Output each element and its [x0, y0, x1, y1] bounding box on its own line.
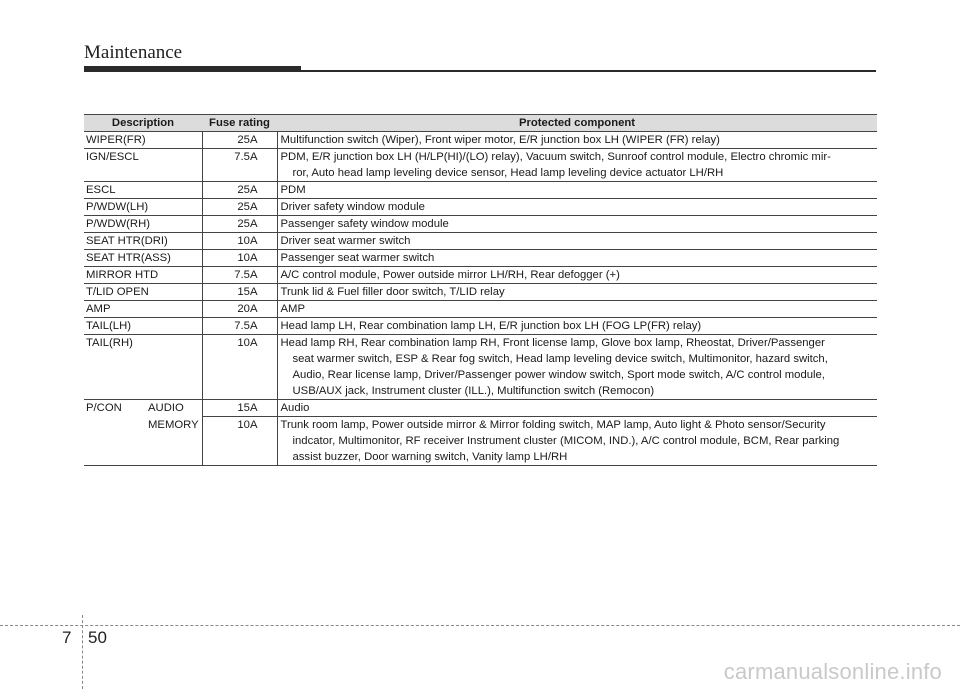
component-line: Audio, Rear license lamp, Driver/Passenger power window switch, Sport mode switch, A/C control module, — [292, 369, 825, 381]
table-row — [84, 250, 877, 267]
table-body — [84, 132, 877, 466]
fuse-description: TAIL(RH) — [84, 335, 202, 400]
fuse-rating: 20A — [202, 301, 277, 318]
fuse-description: AMP — [84, 301, 202, 318]
fuse-rating: 25A — [202, 132, 277, 149]
table-row — [84, 267, 877, 284]
protected-component — [277, 233, 877, 250]
fuse-description: TAIL(LH) — [84, 318, 202, 335]
component-line: Audio — [280, 402, 310, 414]
page-number: 50 — [88, 628, 107, 647]
chapter-number: 7 — [62, 628, 72, 647]
table-row — [84, 400, 877, 417]
fuse-table — [84, 114, 877, 466]
component-line: Trunk lid & Fuel filler door switch, T/LID relay — [280, 286, 505, 298]
fuse-description: WIPER(FR) — [84, 132, 202, 149]
table-row — [84, 132, 877, 149]
fuse-rating: 10A — [202, 335, 277, 400]
fuse-description — [84, 417, 202, 466]
component-line: Head lamp LH, Rear combination lamp LH, E/R junction box LH (FOG LP(FR) relay) — [280, 320, 702, 332]
column-header-protected-component: Protected component — [277, 115, 877, 132]
column-header-description: Description — [84, 115, 202, 132]
table-header-row — [84, 115, 877, 132]
header-rule-thin — [301, 70, 876, 72]
page-section-title: Maintenance — [84, 42, 183, 63]
watermark-text: carmanualsonline.info — [723, 659, 942, 684]
table-row — [84, 335, 877, 400]
table-row — [84, 233, 877, 250]
protected-component — [277, 284, 877, 301]
fuse-rating: 7.5A — [202, 318, 277, 335]
pcon-sub-audio: AUDIO — [148, 402, 184, 414]
fuse-rating: 25A — [202, 199, 277, 216]
table-row — [84, 199, 877, 216]
header-rule-thick — [84, 66, 301, 72]
component-line: Driver safety window module — [280, 201, 425, 213]
table-row — [84, 149, 877, 182]
component-line: assist buzzer, Door warning switch, Vanity lamp LH/RH — [292, 451, 568, 463]
table-row — [84, 301, 877, 318]
fuse-rating: 25A — [202, 182, 277, 199]
table-row — [84, 318, 877, 335]
component-line: seat warmer switch, ESP & Rear fog switch, Head lamp leveling device switch, Multimonitor, hazard switch, — [292, 353, 828, 365]
component-line: Trunk room lamp, Power outside mirror & Mirror folding switch, MAP lamp, Auto light & Photo sensor/Security — [280, 419, 826, 431]
protected-component — [277, 267, 877, 284]
table-row — [84, 284, 877, 301]
protected-component — [277, 199, 877, 216]
pcon-spacer — [86, 417, 144, 433]
protected-component — [277, 250, 877, 267]
pcon-label-group — [86, 417, 200, 433]
fuse-description: MIRROR HTD — [84, 267, 202, 284]
component-line: indcator, Multimonitor, RF receiver Instrument cluster (MICOM, IND.), A/C control module, BCM, Rear parking — [292, 435, 840, 447]
fuse-description: P/WDW(RH) — [84, 216, 202, 233]
table-row — [84, 182, 877, 199]
table-row — [84, 417, 877, 466]
protected-component — [277, 417, 877, 466]
fuse-description: ESCL — [84, 182, 202, 199]
fuse-rating: 10A — [202, 250, 277, 267]
component-line: Driver seat warmer switch — [280, 235, 411, 247]
protected-component — [277, 182, 877, 199]
fuse-rating: 15A — [202, 284, 277, 301]
component-line: Passenger seat warmer switch — [280, 252, 435, 264]
pcon-sub-memory: MEMORY — [148, 418, 199, 431]
fuse-rating: 25A — [202, 216, 277, 233]
fuse-description: P/WDW(LH) — [84, 199, 202, 216]
component-line: A/C control module, Power outside mirror LH/RH, Rear defogger (+) — [280, 269, 620, 281]
fuse-description — [84, 400, 202, 417]
pcon-label: P/CON — [86, 402, 122, 414]
column-header-fuse-rating: Fuse rating — [202, 115, 277, 132]
component-line: PDM — [280, 184, 306, 196]
component-line: Multifunction switch (Wiper), Front wiper motor, E/R junction box LH (WIPER (FR) relay) — [280, 134, 720, 146]
fuse-description: SEAT HTR(ASS) — [84, 250, 202, 267]
protected-component — [277, 149, 877, 182]
protected-component — [277, 400, 877, 417]
pcon-label-group — [86, 400, 200, 416]
fuse-description: IGN/ESCL — [84, 149, 202, 182]
fuse-description: SEAT HTR(DRI) — [84, 233, 202, 250]
footer-divider — [82, 615, 83, 689]
protected-component — [277, 318, 877, 335]
component-line: ror, Auto head lamp leveling device sensor, Head lamp leveling device actuator LH/RH — [292, 167, 724, 179]
fuse-rating: 7.5A — [202, 149, 277, 182]
fuse-rating: 7.5A — [202, 267, 277, 284]
protected-component — [277, 335, 877, 400]
component-line: PDM, E/R junction box LH (H/LP(HI)/(LO) relay), Vacuum switch, Sunroof control module, Electro chromic mir- — [280, 151, 831, 163]
fuse-rating: 15A — [202, 400, 277, 417]
fuse-rating: 10A — [202, 233, 277, 250]
component-line: Head lamp RH, Rear combination lamp RH, Front license lamp, Glove box lamp, Rheostat, Driver/Passenger — [280, 337, 825, 349]
component-line: AMP — [280, 303, 305, 315]
component-line: USB/AUX jack, Instrument cluster (ILL.), Multifunction switch (Remocon) — [292, 385, 655, 397]
table-row — [84, 216, 877, 233]
component-line: Passenger safety window module — [280, 218, 449, 230]
fuse-rating: 10A — [202, 417, 277, 466]
footer-rule — [0, 625, 960, 626]
protected-component — [277, 132, 877, 149]
protected-component — [277, 301, 877, 318]
fuse-description: T/LID OPEN — [84, 284, 202, 301]
protected-component — [277, 216, 877, 233]
